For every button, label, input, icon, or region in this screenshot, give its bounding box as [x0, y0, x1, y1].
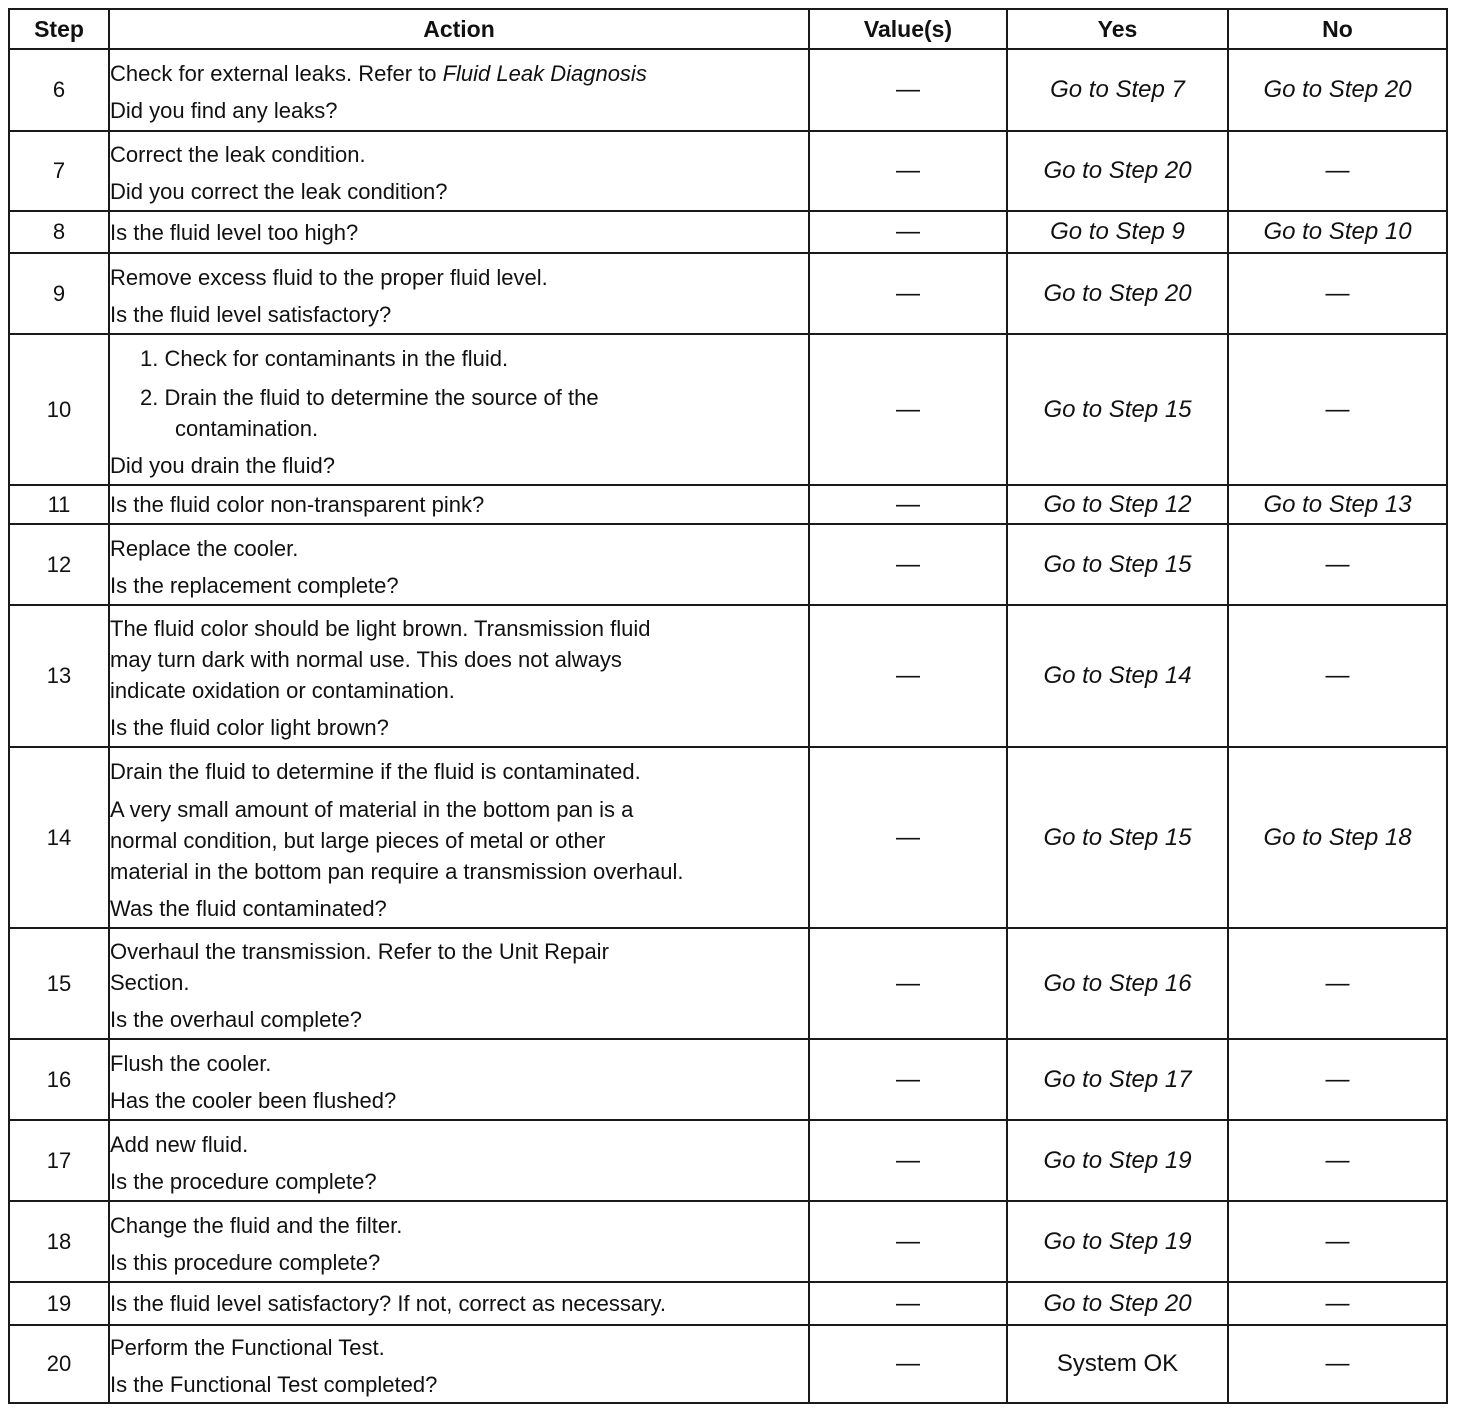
table-row — [9, 928, 1447, 1039]
table-row — [9, 1282, 1447, 1325]
yes-cell: Go to Step 17 — [1007, 1039, 1228, 1120]
action-question: Is the overhaul complete? — [110, 1007, 362, 1032]
yes-cell: Go to Step 14 — [1007, 605, 1228, 747]
action-line: Change the fluid and the filter. — [110, 1212, 403, 1238]
action-line: indicate oxidation or contamination. — [110, 678, 455, 703]
action-line: Section. — [110, 970, 190, 995]
value-cell: — — [809, 928, 1007, 1039]
action-cell — [109, 334, 809, 485]
action-cell — [109, 211, 809, 253]
action-question: Is the Functional Test completed? — [110, 1372, 438, 1397]
action-question: Is the procedure complete? — [110, 1168, 377, 1194]
no-cell: — — [1228, 605, 1447, 747]
action-list-item: 2. Drain the fluid to determine the source of the — [140, 384, 599, 410]
step-number: 6 — [9, 49, 109, 131]
action-question: Is the fluid level satisfactory? If not, correct as necessary. — [110, 1291, 666, 1316]
table-row — [9, 524, 1447, 605]
yes-cell: Go to Step 19 — [1007, 1120, 1228, 1201]
step-number: 11 — [9, 485, 109, 524]
header-yes: Yes — [1007, 9, 1228, 49]
no-cell: — — [1228, 1282, 1447, 1325]
step-number: 19 — [9, 1282, 109, 1325]
no-cell: — — [1228, 1201, 1447, 1282]
yes-cell: Go to Step 20 — [1007, 253, 1228, 334]
reference-link[interactable]: Fluid Leak Diagnosis — [442, 61, 647, 86]
table-row — [9, 605, 1447, 747]
action-question: Did you correct the leak condition? — [110, 179, 448, 204]
no-cell: Go to Step 20 — [1228, 49, 1447, 131]
action-question: Is the fluid color light brown? — [110, 715, 389, 740]
table-row — [9, 747, 1447, 928]
no-cell: Go to Step 18 — [1228, 747, 1447, 928]
header-values: Value(s) — [809, 9, 1007, 49]
yes-cell: Go to Step 20 — [1007, 1282, 1228, 1325]
action-cell — [109, 49, 809, 131]
action-line: Perform the Functional Test. — [110, 1335, 385, 1360]
value-cell: — — [809, 485, 1007, 524]
header-step: Step — [9, 9, 109, 49]
header-row — [9, 9, 1447, 49]
header-action: Action — [109, 9, 809, 49]
value-cell: — — [809, 1039, 1007, 1120]
table-row — [9, 485, 1447, 524]
yes-cell: Go to Step 19 — [1007, 1201, 1228, 1282]
step-number: 12 — [9, 524, 109, 605]
value-cell: — — [809, 1325, 1007, 1403]
value-cell: — — [809, 1120, 1007, 1201]
step-number: 15 — [9, 928, 109, 1039]
yes-cell: System OK — [1007, 1325, 1228, 1403]
action-list-item: 1. Check for contaminants in the fluid. — [140, 345, 509, 371]
no-cell: — — [1228, 1039, 1447, 1120]
yes-cell: Go to Step 16 — [1007, 928, 1228, 1039]
value-cell: — — [809, 253, 1007, 334]
no-cell: — — [1228, 928, 1447, 1039]
no-cell: — — [1228, 1120, 1447, 1201]
table-row — [9, 1120, 1447, 1201]
action-list-item-continued: contamination. — [175, 415, 319, 441]
action-line: Remove excess fluid to the proper fluid level. — [110, 264, 548, 290]
step-number: 10 — [9, 334, 109, 485]
header-no: No — [1228, 9, 1447, 49]
action-line: may turn dark with normal use. This does not always — [110, 647, 622, 672]
action-question: Is the fluid color non-transparent pink? — [110, 492, 485, 517]
table-row — [9, 131, 1447, 211]
no-cell: Go to Step 13 — [1228, 485, 1447, 524]
value-cell: — — [809, 334, 1007, 485]
action-question: Did you drain the fluid? — [110, 452, 336, 478]
step-number: 18 — [9, 1201, 109, 1282]
action-cell — [109, 605, 809, 747]
action-cell — [109, 253, 809, 334]
action-cell — [109, 1039, 809, 1120]
action-line: Replace the cooler. — [110, 535, 299, 561]
action-cell — [109, 1325, 809, 1403]
step-number: 9 — [9, 253, 109, 334]
diagnostic-table — [8, 8, 1448, 1404]
action-line: normal condition, but large pieces of metal or other — [110, 827, 606, 853]
value-cell: — — [809, 747, 1007, 928]
table-row — [9, 49, 1447, 131]
step-number: 8 — [9, 211, 109, 253]
table-row — [9, 334, 1447, 485]
action-line: Correct the leak condition. — [110, 142, 366, 167]
no-cell: — — [1228, 524, 1447, 605]
yes-cell: Go to Step 15 — [1007, 747, 1228, 928]
value-cell: — — [809, 1201, 1007, 1282]
table-row — [9, 1325, 1447, 1403]
no-cell: — — [1228, 334, 1447, 485]
yes-cell: Go to Step 12 — [1007, 485, 1228, 524]
action-question: Was the fluid contaminated? — [110, 895, 387, 921]
value-cell: — — [809, 211, 1007, 253]
value-cell: — — [809, 131, 1007, 211]
no-cell: — — [1228, 1325, 1447, 1403]
action-line: Flush the cooler. — [110, 1050, 272, 1076]
yes-cell: Go to Step 15 — [1007, 334, 1228, 485]
table-row — [9, 1039, 1447, 1120]
action-line: The fluid color should be light brown. Transmission fluid — [110, 616, 651, 641]
action-question: Did you find any leaks? — [110, 98, 338, 123]
action-line: material in the bottom pan require a transmission overhaul. — [110, 858, 684, 884]
action-line: Drain the fluid to determine if the fluid is contaminated. — [110, 758, 641, 784]
action-cell — [109, 1120, 809, 1201]
table-row — [9, 253, 1447, 334]
action-cell — [109, 485, 809, 524]
step-number: 16 — [9, 1039, 109, 1120]
action-cell — [109, 131, 809, 211]
action-question: Is this procedure complete? — [110, 1249, 381, 1275]
action-question: Is the fluid level too high? — [110, 219, 359, 245]
action-cell — [109, 1201, 809, 1282]
action-cell — [109, 524, 809, 605]
action-question: Has the cooler been flushed? — [110, 1087, 397, 1113]
step-number: 7 — [9, 131, 109, 211]
value-cell: — — [809, 605, 1007, 747]
step-number: 17 — [9, 1120, 109, 1201]
action-line: A very small amount of material in the bottom pan is a — [110, 796, 634, 822]
table-row — [9, 211, 1447, 253]
yes-cell: Go to Step 20 — [1007, 131, 1228, 211]
action-cell — [109, 928, 809, 1039]
action-question: Is the fluid level satisfactory? — [110, 301, 392, 327]
step-number: 20 — [9, 1325, 109, 1403]
action-line: Add new fluid. — [110, 1131, 249, 1157]
step-number: 13 — [9, 605, 109, 747]
action-cell — [109, 1282, 809, 1325]
table-row — [9, 1201, 1447, 1282]
action-cell — [109, 747, 809, 928]
no-cell: Go to Step 10 — [1228, 211, 1447, 253]
no-cell: — — [1228, 253, 1447, 334]
value-cell: — — [809, 49, 1007, 131]
no-cell: — — [1228, 131, 1447, 211]
yes-cell: Go to Step 7 — [1007, 49, 1228, 131]
action-line: Check for external leaks. Refer to Fluid Leak Diagnosis — [110, 61, 647, 86]
step-number: 14 — [9, 747, 109, 928]
value-cell: — — [809, 524, 1007, 605]
value-cell: — — [809, 1282, 1007, 1325]
yes-cell: Go to Step 9 — [1007, 211, 1228, 253]
yes-cell: Go to Step 15 — [1007, 524, 1228, 605]
action-question: Is the replacement complete? — [110, 572, 399, 598]
action-line: Overhaul the transmission. Refer to the Unit Repair — [110, 939, 609, 964]
